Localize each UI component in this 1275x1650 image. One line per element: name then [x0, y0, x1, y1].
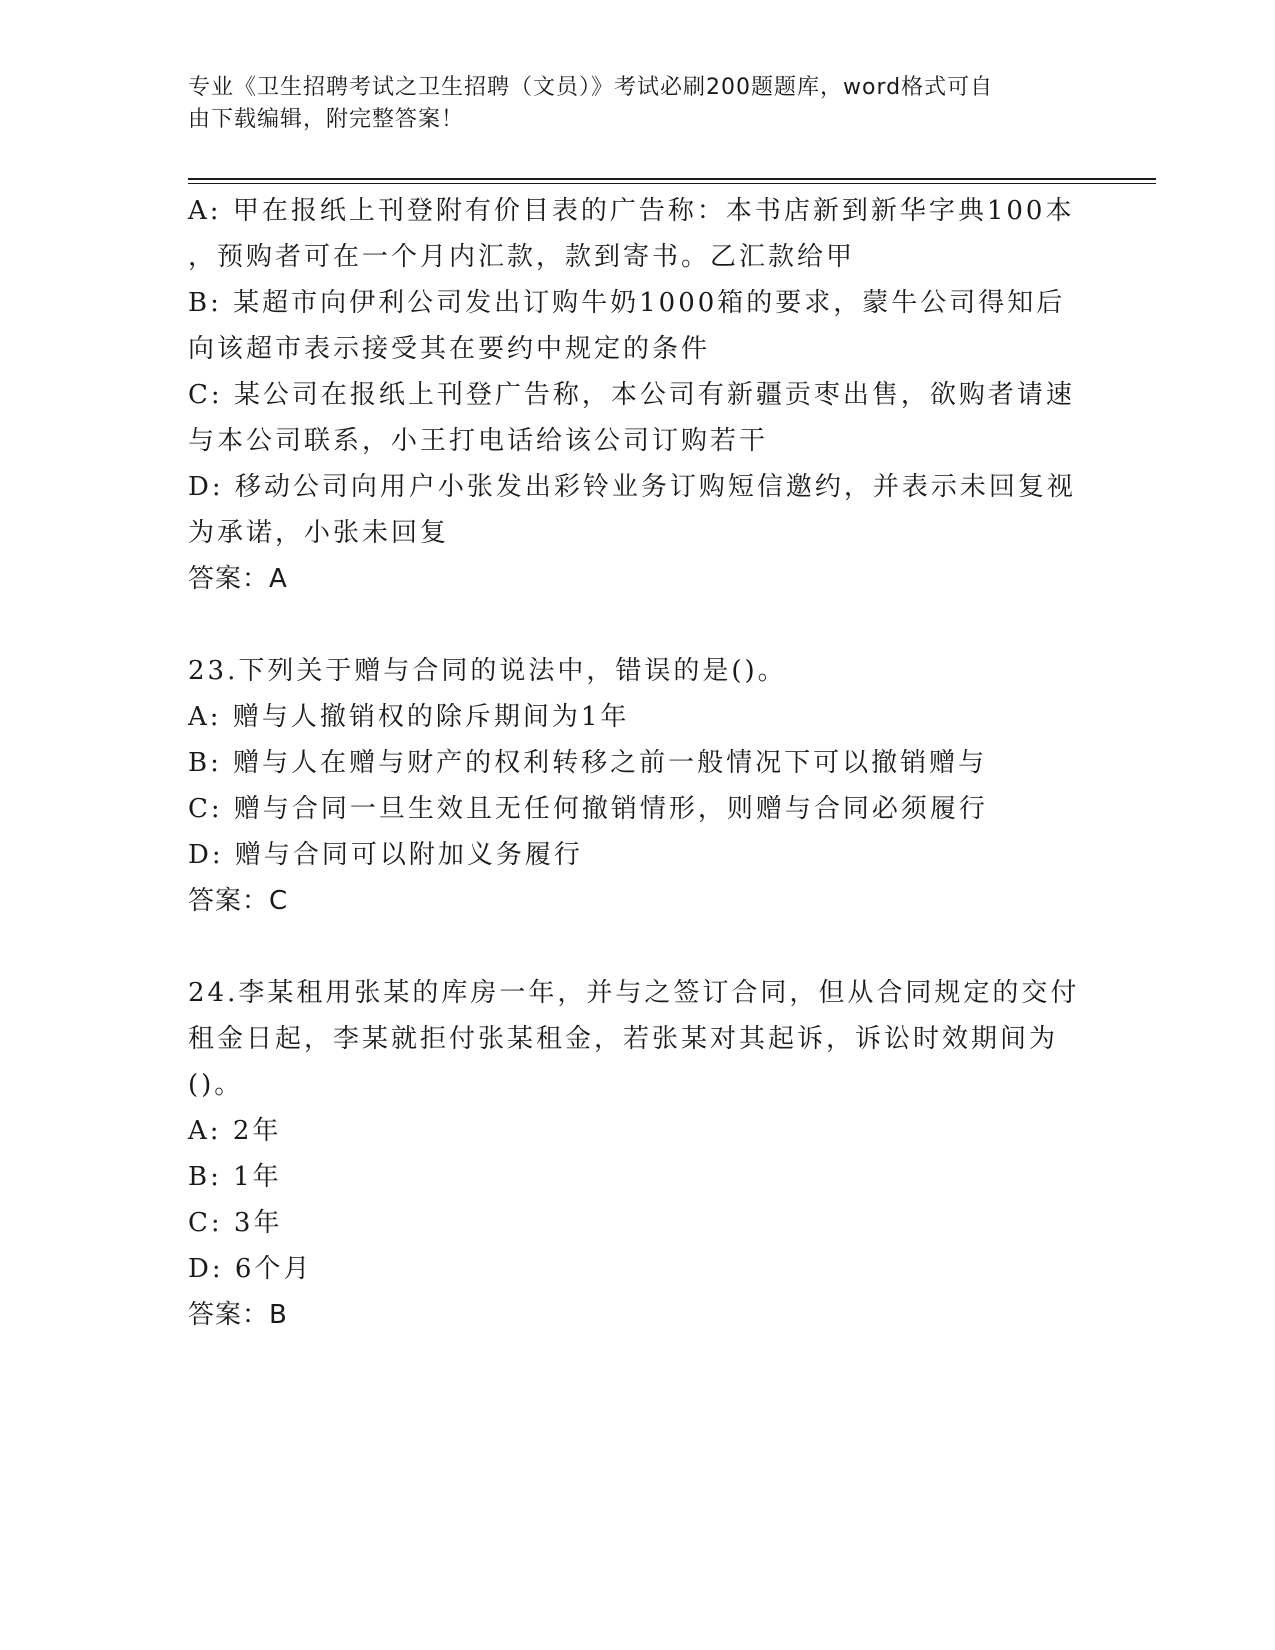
spacer	[188, 924, 1088, 970]
option-text: 赠与合同可以附加义务履行	[234, 840, 583, 870]
option-a	[188, 188, 1088, 280]
document-header	[188, 72, 1068, 136]
option-line	[188, 280, 1088, 326]
option-text: 1年	[233, 1162, 282, 1192]
option-line: ，预购者可在一个月内汇款，款到寄书。乙汇款给甲	[188, 242, 856, 272]
question-stem: 23.下列关于赠与合同的说法中，错误的是()。	[188, 656, 787, 686]
option-text: 赠与人撤销权的除斥期间为1年	[232, 702, 630, 732]
option-text: 6个月	[234, 1254, 313, 1284]
option-label: D:	[188, 1254, 224, 1284]
header-rule-thick	[188, 178, 1156, 180]
option-line: 为承诺，小张未回复	[188, 518, 450, 548]
answer-text: 答案：A	[188, 564, 288, 594]
option-label: D:	[188, 840, 224, 870]
question-content	[188, 188, 1088, 1338]
option-c	[188, 1200, 1088, 1246]
option-text: 赠与合同一旦生效且无任何撤销情形，则赠与合同必须履行	[233, 794, 988, 824]
option-text: 3年	[233, 1208, 283, 1238]
option-text: 移动公司向用户小张发出彩铃业务订购短信邀约，并表示未回复视	[234, 472, 1076, 502]
option-text: 赠与人在赠与财产的权利转移之前一般情况下可以撤销赠与	[233, 748, 988, 778]
option-d	[188, 832, 1088, 878]
option-label: C:	[188, 380, 223, 410]
option-text: 甲在报纸上刊登附有价目表的广告称：本书店新到新华字典100本	[232, 196, 1075, 226]
option-label: B:	[188, 1162, 222, 1192]
option-c	[188, 786, 1088, 832]
option-label: A:	[188, 702, 222, 732]
prev-question	[188, 188, 1088, 602]
answer-text: 答案：B	[188, 1300, 288, 1330]
header-line-1: 专业《卫生招聘考试之卫生招聘（文员）》考试必刷200题题库，word格式可自	[188, 75, 994, 100]
option-text: 某公司在报纸上刊登广告称，本公司有新疆贡枣出售，欲购者请速	[233, 380, 1075, 410]
option-b	[188, 280, 1088, 372]
header-line-2: 由下载编辑，附完整答案！	[188, 107, 465, 132]
option-text: 2年	[232, 1116, 282, 1146]
question-23	[188, 648, 1088, 924]
option-line	[188, 188, 1088, 234]
option-label: C:	[188, 794, 223, 824]
option-b	[188, 740, 1088, 786]
option-line: 向该超市表示接受其在要约中规定的条件	[188, 334, 711, 364]
option-label: A:	[188, 196, 222, 226]
option-a	[188, 1108, 1088, 1154]
header-rule-thin	[188, 183, 1156, 184]
option-b	[188, 1154, 1088, 1200]
option-c	[188, 372, 1088, 464]
option-a	[188, 694, 1088, 740]
option-label: B:	[188, 748, 222, 778]
option-label: D:	[188, 472, 224, 502]
option-label: A:	[188, 1116, 222, 1146]
answer-text: 答案：C	[188, 886, 289, 916]
question-stem-line: 租金日起，李某就拒付张某租金，若张某对其起诉，诉讼时效期间为	[188, 1024, 1059, 1054]
question-stem-line: ()。	[188, 1070, 244, 1100]
option-d	[188, 464, 1088, 556]
option-label: B:	[188, 288, 222, 318]
question-24	[188, 970, 1088, 1338]
option-line: 与本公司联系，小王打电话给该公司订购若干	[188, 426, 769, 456]
option-label: C:	[188, 1208, 223, 1238]
option-line	[188, 464, 1088, 510]
option-line	[188, 372, 1088, 418]
option-d	[188, 1246, 1088, 1292]
question-stem-line: 24.李某租用张某的库房一年，并与之签订合同，但从合同规定的交付	[188, 978, 1080, 1008]
spacer	[188, 602, 1088, 648]
option-text: 某超市向伊利公司发出订购牛奶1000箱的要求，蒙牛公司得知后	[233, 288, 1066, 318]
